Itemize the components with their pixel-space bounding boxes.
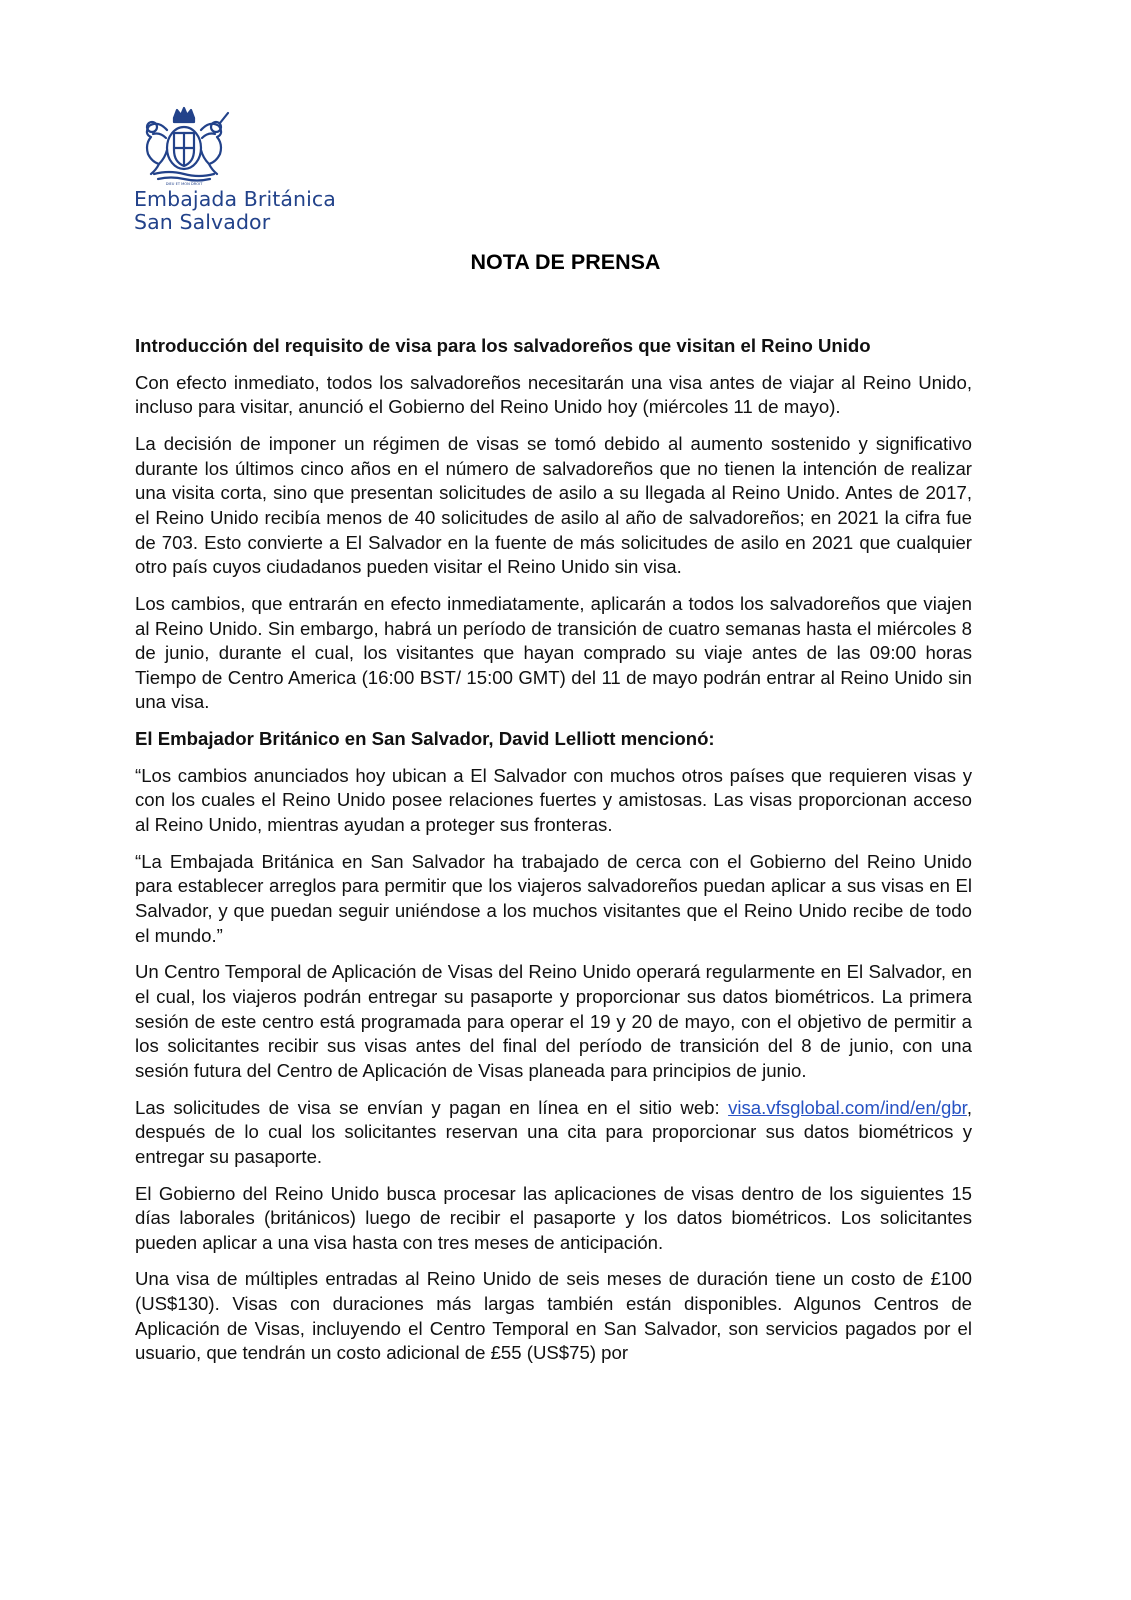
embassy-name-line1: Embajada Británica <box>134 187 336 211</box>
application-text-after: , después de lo cual los solicitantes reservan una cita para proporcionar sus datos biométricos y entregar su pasaporte. <box>135 1096 972 1167</box>
paragraph-visa-center: Un Centro Temporal de Aplicación de Visas del Reino Unido operará regularmente en El Salvador, en el cual, los viajeros podrán entregar su pasaporte y proporcionar sus datos biométricos. La primera sesión de este centro está programada para operar el 19 y 20 de mayo, con el objetivo de permitir a los solicitantes recibir sus visas antes del final del período de transición del 8 de junio, con una sesión futura del Centro de Aplicación de Visas planeada para principios de junio. <box>135 961 972 1081</box>
embassy-name <box>134 188 334 234</box>
ambassador-quote-1: “Los cambios anunciados hoy ubican a El Salvador con muchos otros países que requieren visas y con los cuales el Reino Unido posee relaciones fuertes y amistosas. Las visas proporcionan acceso al Reino Unido, mientras ayudan a proteger sus fronteras. <box>135 764 972 836</box>
document-title: NOTA DE PRENSA <box>470 250 661 274</box>
royal-coat-of-arms-icon <box>134 104 234 186</box>
paragraph-changes: Los cambios, que entrarán en efecto inmediatamente, aplicarán a todos los salvadoreños que viajen al Reino Unido. Sin embargo, habrá un período de transición de cuatro semanas hasta el miércoles 8 de junio, durante el cual, los visitantes que hayan comprado su viaje antes de las 09:00 horas Tiempo de Centro America (16:00 BST/ 15:00 GMT) del 11 de mayo podrán entrar al Reino Unido sin una visa. <box>135 592 972 713</box>
paragraph-intro: Con efecto inmediato, todos los salvadoreños necesitarán una visa antes de viajar al Reino Unido, incluso para visitar, anunció el Gobierno del Reino Unido hoy (miércoles 11 de mayo). <box>135 371 972 418</box>
vfs-global-link[interactable]: visa.vfsglobal.com/ind/en/gbr <box>728 1096 967 1118</box>
embassy-name-line2: San Salvador <box>134 210 271 234</box>
letterhead <box>134 104 334 234</box>
crest-motto: DIEU ET MON DROIT <box>165 182 203 186</box>
application-text-before: Las solicitudes de visa se envían y pagan en línea en el sitio web: <box>135 1096 729 1118</box>
paragraph-application <box>135 1096 972 1170</box>
ambassador-heading: El Embajador Británico en San Salvador, David Lelliott mencionó: <box>135 728 715 750</box>
release-subtitle: Introducción del requisito de visa para los salvadoreños que visitan el Reino Unido <box>135 335 871 356</box>
paragraph-decision: La decisión de imponer un régimen de visas se tomó debido al aumento sostenido y significativo durante los últimos cinco años en el número de salvadoreños que no tienen la intención de realizar una visita corta, sino que presentan solicitudes de asilo a su llegada al Reino Unido. Antes de 2017, el Reino Unido recibía menos de 40 solicitudes de asilo al año de salvadoreños; en 2021 la cifra fue de 703. Esto convierte a El Salvador en la fuente de más solicitudes de asilo en 2021 que cualquier otro país cuyos ciudadanos pueden visitar el Reino Unido sin visa. <box>135 433 972 578</box>
paragraph-cost: Una visa de múltiples entradas al Reino Unido de seis meses de duración tiene un costo de £100 (US$130). Visas con duraciones más largas también están disponibles. Algunos Centros de Aplicación de Visas, incluyendo el Centro Temporal en San Salvador, son servicios pagados por el usuario, que tendrán un costo adicional de £55 (US$75) por <box>135 1268 972 1364</box>
document-body <box>135 334 972 1378</box>
ambassador-quote-2: “La Embajada Británica en San Salvador ha trabajado de cerca con el Gobierno del Reino Unido para establecer arreglos para permitir que los viajeros salvadoreños puedan aplicar a sus visas en El Salvador, y que puedan seguir uniéndose a los muchos visitantes que el Reino Unido recibe de todo el mundo.” <box>135 850 972 946</box>
paragraph-processing: El Gobierno del Reino Unido busca procesar las aplicaciones de visas dentro de los siguientes 15 días laborales (británicos) luego de recibir el pasaporte y los datos biométricos. Los solicitantes pueden aplicar a una visa hasta con tres meses de anticipación. <box>135 1182 972 1253</box>
